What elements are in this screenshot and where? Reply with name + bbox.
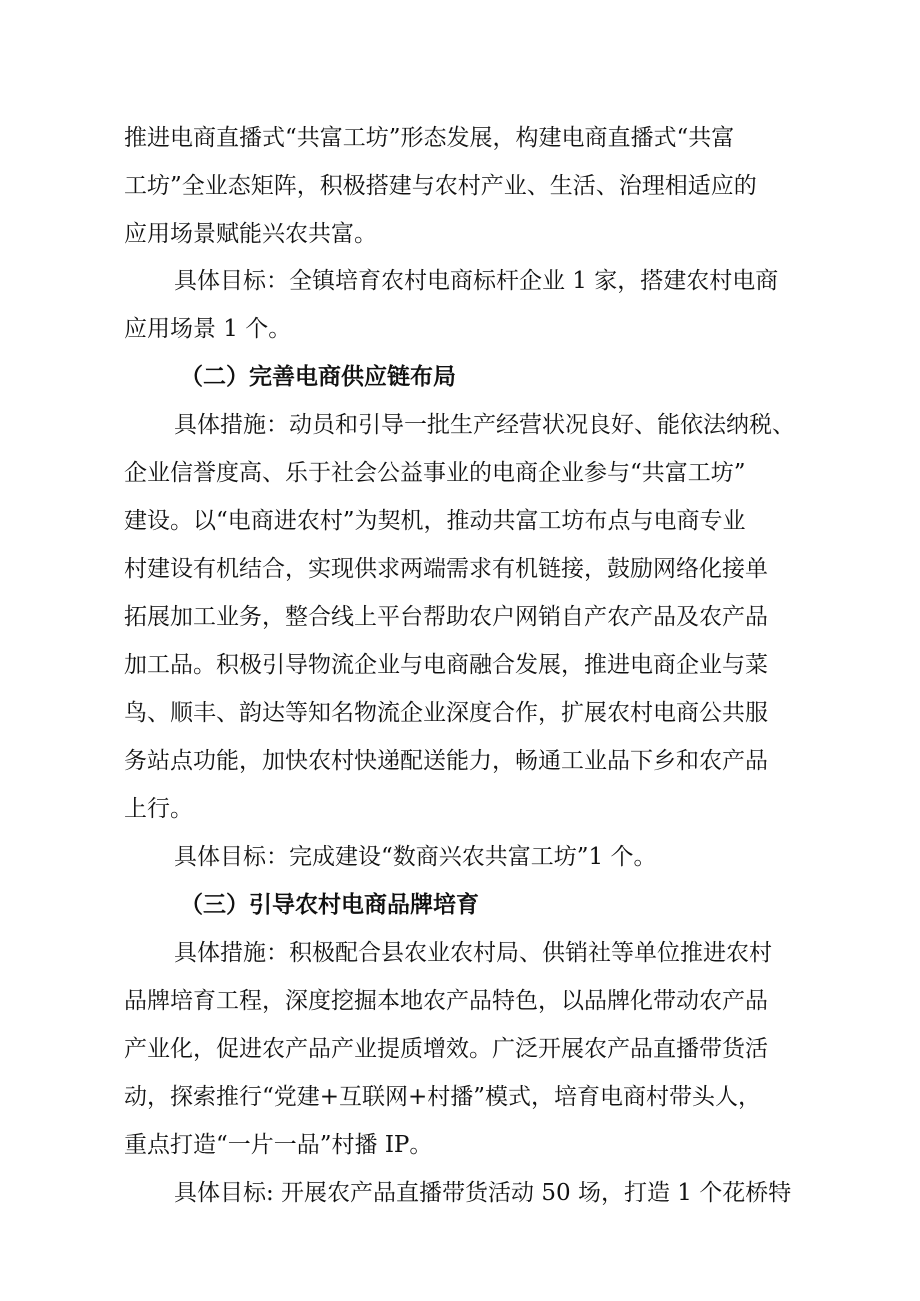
paragraph-line: 推进电商直播式“共富工坊”形态发展，构建电商直播式“共富	[124, 125, 735, 151]
paragraph-line: 企业信誉度高、乐于社会公益事业的电商企业参与“共富工坊”	[124, 460, 746, 486]
paragraph-line: 动，探索推行“党建+互联网+村播”模式，培育电商村带头人，	[124, 1084, 762, 1110]
paragraph-line: 具体措施：动员和引导一批生产经营状况良好、能依法纳税、	[174, 412, 795, 438]
paragraph-line: 工坊”全业态矩阵，积极搭建与农村产业、生活、治理相适应的	[124, 173, 757, 199]
paragraph-line: 建设。以“电商进农村”为契机，推动共富工坊布点与电商专业	[124, 508, 746, 534]
paragraph-line: 具体目标: 开展农产品直播带货活动 50 场，打造 1 个花桥特	[174, 1180, 792, 1206]
paragraph-line: 具体措施：积极配合县农业农村局、供销社等单位推进农村	[174, 940, 772, 966]
section-heading: （三）引导农村电商品牌培育	[180, 892, 479, 918]
paragraph-line: 具体目标：全镇培育农村电商标杆企业 1 家，搭建农村电商	[174, 268, 779, 294]
paragraph-line: 产业化，促进农产品产业提质增效。广泛开展农产品直播带货活	[124, 1036, 768, 1062]
section-heading: （二）完善电商供应链布局	[180, 364, 456, 390]
paragraph-line: 品牌培育工程，深度挖掘本地农产品特色，以品牌化带动农产品	[124, 988, 768, 1014]
paragraph-line: 务站点功能，加快农村快递配送能力，畅通工业品下乡和农产品	[124, 748, 768, 774]
paragraph-line: 鸟、顺丰、韵达等知名物流企业深度合作，扩展农村电商公共服	[124, 700, 768, 726]
paragraph-line: 上行。	[124, 796, 193, 822]
paragraph-line: 加工品。积极引导物流企业与电商融合发展，推进电商企业与菜	[124, 652, 768, 678]
paragraph-line: 应用场景赋能兴农共富。	[124, 221, 377, 247]
paragraph-line: 应用场景 1 个。	[124, 316, 292, 342]
paragraph-line: 拓展加工业务，整合线上平台帮助农户网销自产农产品及农产品	[124, 604, 768, 630]
paragraph-line: 具体目标：完成建设“数商兴农共富工坊”1 个。	[174, 844, 657, 870]
paragraph-line: 重点打造“一片一品”村播 IP。	[124, 1132, 433, 1158]
paragraph-line: 村建设有机结合，实现供求两端需求有机链接，鼓励网络化接单	[124, 556, 768, 582]
